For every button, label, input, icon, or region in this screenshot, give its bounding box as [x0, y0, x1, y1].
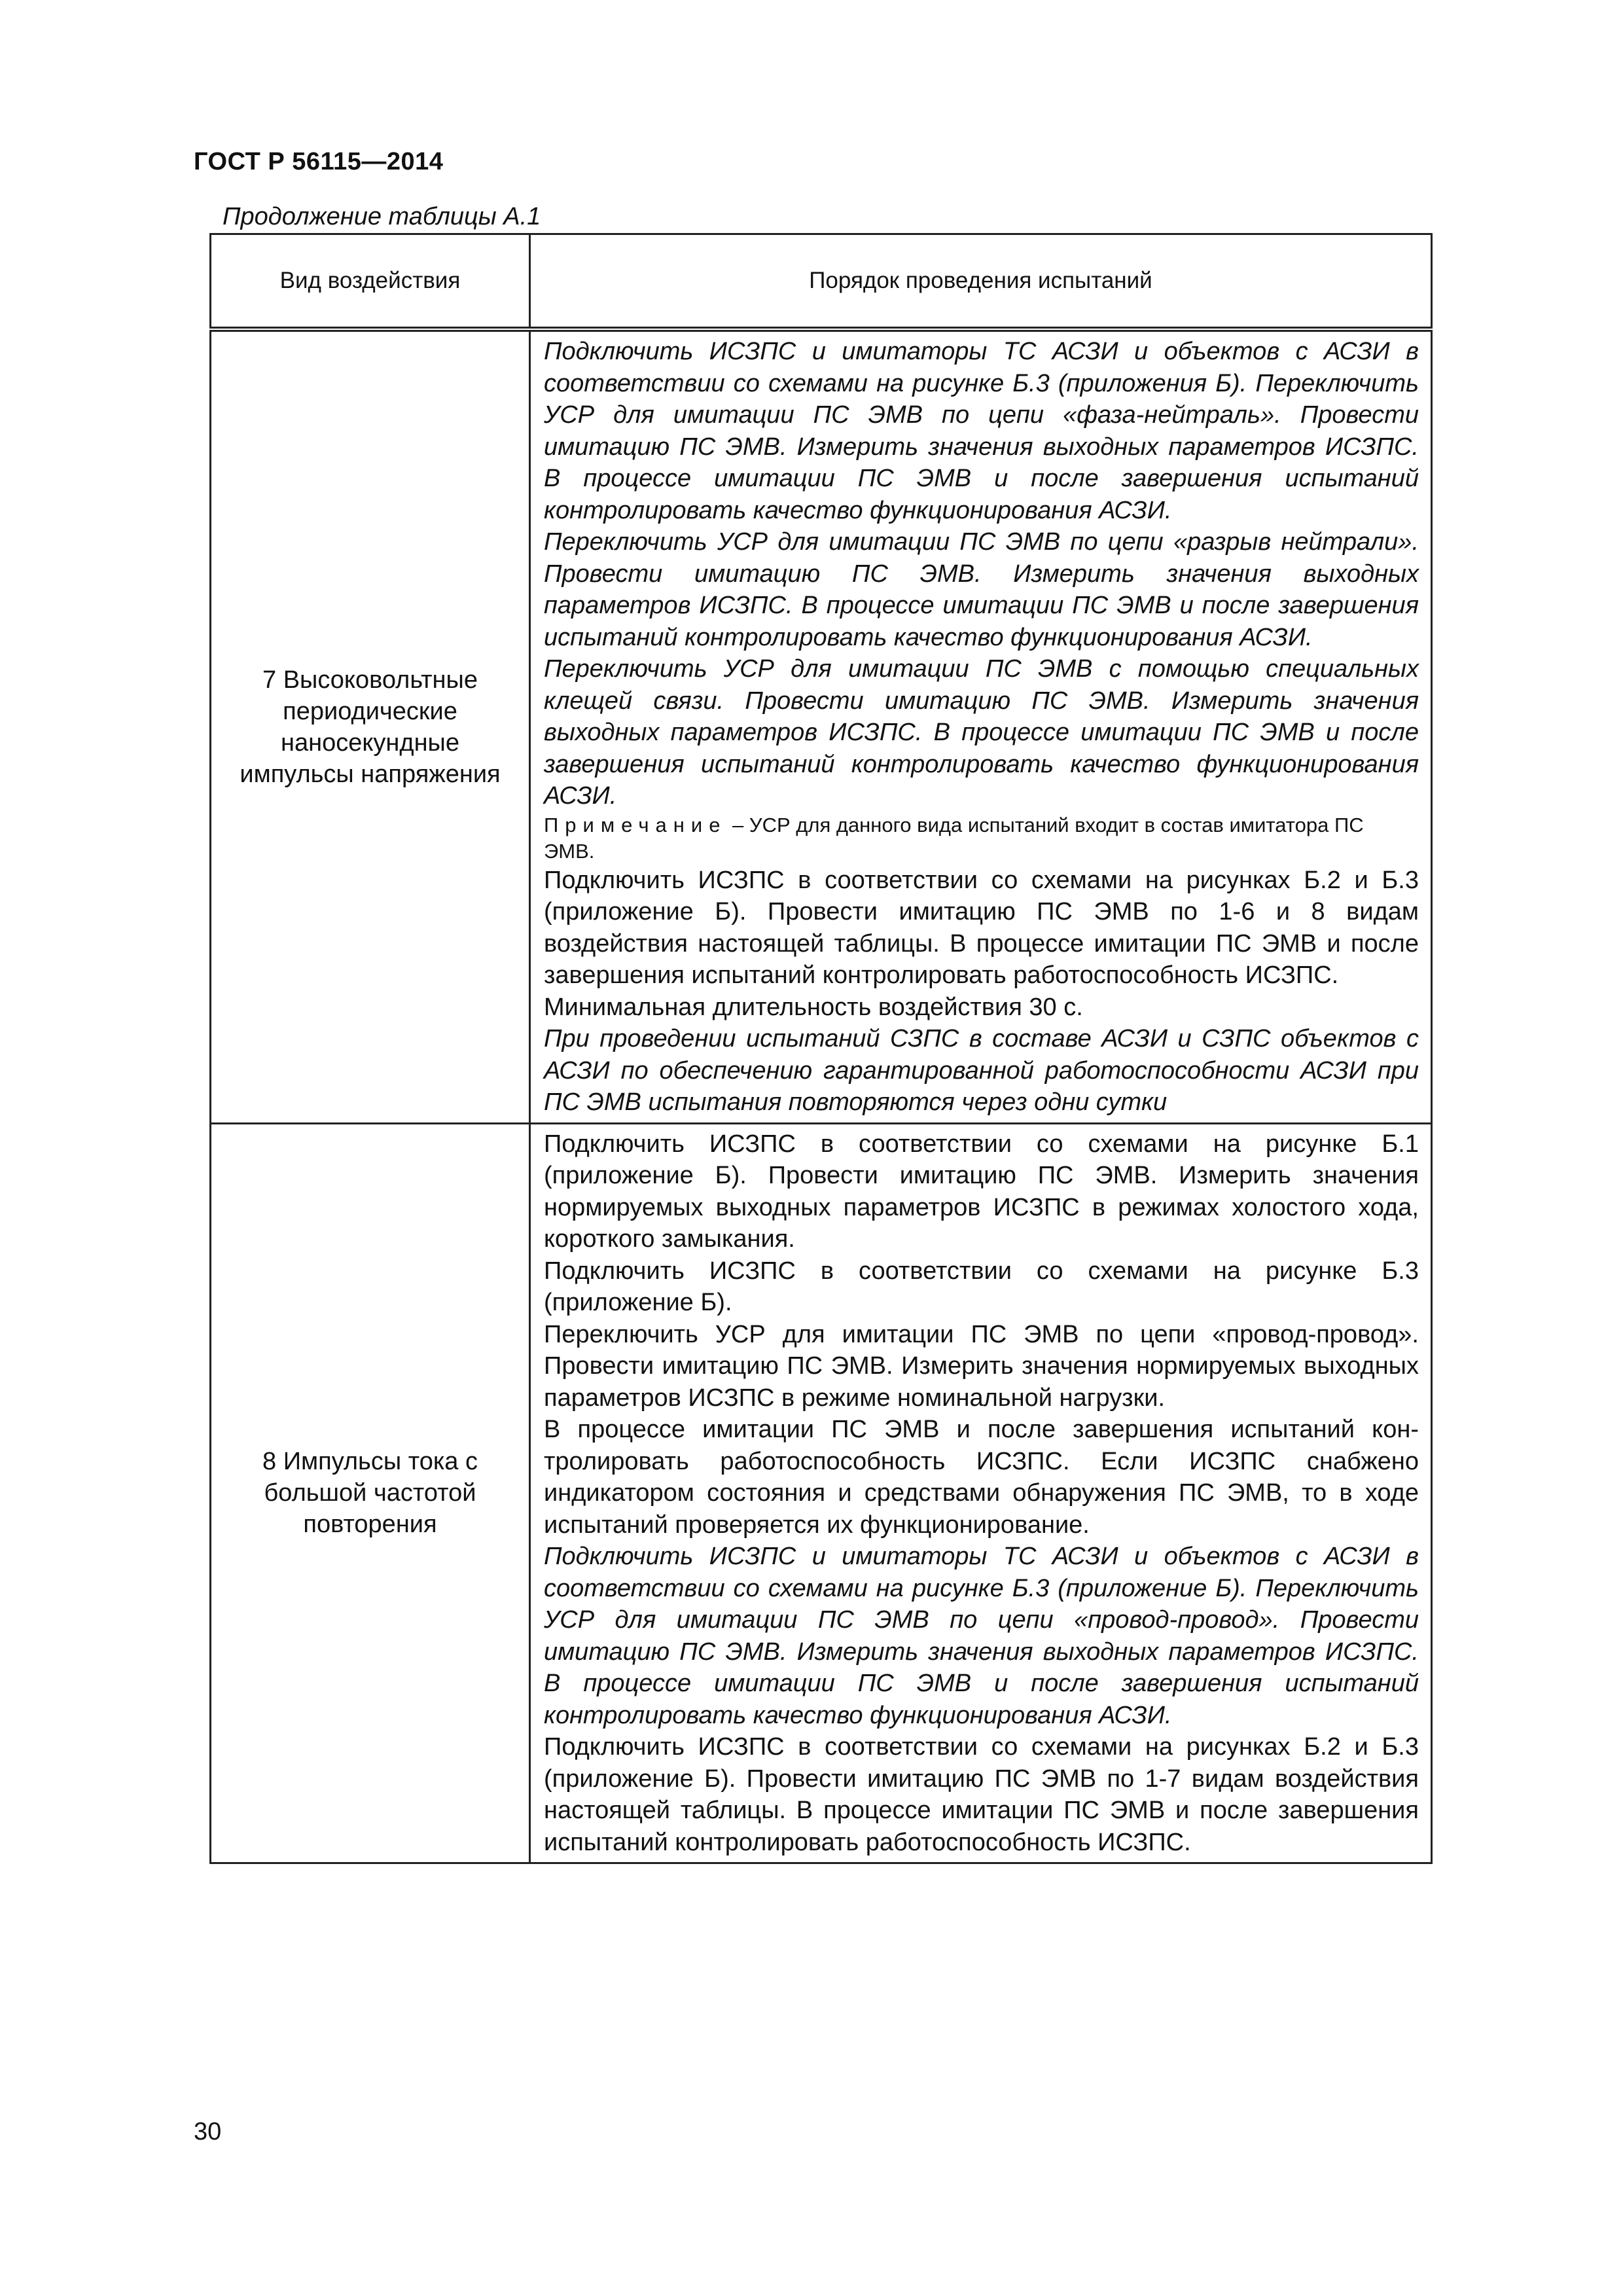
- procedure-cell: [530, 329, 1432, 1123]
- table-caption: Продолжение таблицы А.1: [223, 203, 541, 230]
- note-paragraph: [544, 812, 1419, 865]
- procedure-paragraph: Подключить ИСЗПС и имитаторы ТС АСЗИ и объектов с АСЗИ в соответствии со схемами на рисунке Б.3 (приложения Б). Переключить УСР для имитации ПС ЭМВ по цепи «фаза-нейтраль». Провести имитацию ПС ЭМВ. Измерить значения выходных параметров ИСЗПС. В процессе имитации ПС ЭМВ и после завершения испытаний контролировать качество функционирования АСЗИ.: [544, 338, 1419, 524]
- table-row: [211, 329, 1432, 1123]
- procedure-paragraph: В процессе имитации ПС ЭМВ и после завершения испытаний контролировать работоспособность ИСЗПС. Если ИСЗПС снабжено индикатором состояния и средствами обнаружения ПС ЭМВ, то в ходе испытаний проверяется их функционирование.: [544, 1416, 1419, 1539]
- procedure-paragraph: Переключить УСР для имитации ПС ЭМВ по цепи «разрыв нейтрали». Провести имитацию ПС ЭМВ. Измерить значения выходных параметров ИСЗПС. В процессе имитации ПС ЭМВ и после завершения испытаний контролировать качество функционирования АСЗИ.: [544, 528, 1419, 651]
- impact-kind-cell: 8 Импульсы тока с большой частотой повторения: [211, 1123, 530, 1863]
- procedure-paragraph: Переключить УСР для имитации ПС ЭМВ по цепи «провод-провод». Провести имитацию ПС ЭМВ. Измерить значения нормируемых выходных параметров ИСЗПС в режиме номинальной нагрузки.: [544, 1320, 1419, 1412]
- procedure-paragraph: Подключить ИСЗПС в соответствии со схемами на рисунках Б.2 и Б.3 (приложение Б). Провести имитацию ПС ЭМВ по 1-7 видам воздействия настоящей таблицы. В процессе имитации ПС ЭМВ и после завершения испытаний контролировать работоспособность ИСЗПС.: [544, 1733, 1419, 1856]
- table-body: [211, 329, 1432, 1863]
- procedure-paragraph: Минимальная длительность воздействия 30 с.: [544, 993, 1083, 1021]
- test-procedure-table: [209, 233, 1431, 1864]
- page-number: 30: [194, 2118, 222, 2145]
- document-header: ГОСТ Р 56115—2014: [194, 148, 444, 175]
- procedure-paragraph: Подключить ИСЗПС в соответствии со схемами на рисунке Б.1 (приложение Б). Провести имитацию ПС ЭМВ. Измерить значения нормируемых выходных параметров ИСЗПС в режимах холостого хода, короткого замыкания.: [544, 1130, 1419, 1253]
- column-header-procedure: Порядок проведения испытаний: [530, 234, 1432, 330]
- table-header-row: [211, 234, 1432, 330]
- procedure-paragraph: Подключить ИСЗПС в соответствии со схемами на рисунке Б.3 (приложение Б).: [544, 1257, 1419, 1316]
- procedure-cell: [530, 1123, 1432, 1863]
- procedure-paragraph: Переключить УСР для имитации ПС ЭМВ с помощью специальных клещей связи. Провести имитацию ПС ЭМВ. Измерить значения выходных параметров ИСЗПС. В процессе имитации ПС ЭМВ и после завершения испытаний контролировать качество функционирования АСЗИ.: [544, 655, 1419, 810]
- procedure-paragraph: Подключить ИСЗПС в соответствии со схемами на рисунках Б.2 и Б.3 (приложение Б). Провести имитацию ПС ЭМВ по 1-6 и 8 видам воздействия настоящей таблицы. В процессе имитации ПС ЭМВ и после завершения испытаний контролировать работоспособность ИСЗПС.: [544, 866, 1419, 989]
- table: [209, 233, 1433, 1864]
- table-row: [211, 1123, 1432, 1863]
- impact-kind-cell: 7 Высоковольтные периодические наносекундные импульсы напряжения: [211, 329, 530, 1123]
- procedure-paragraph: При проведении испытаний СЗПС в составе АСЗИ и СЗПС объектов с АСЗИ по обеспечению гарантированной работоспособности АСЗИ при ПС ЭМВ испытания повторяются через одни сутки: [544, 1025, 1419, 1116]
- procedure-paragraph: Подключить ИСЗПС и имитаторы ТС АСЗИ и объектов с АСЗИ в соответствии со схемами на рисунке Б.3 (приложение Б). Переключить УСР для имитации ПС ЭМВ по цепи «провод-провод». Провести имитацию ПС ЭМВ. Измерить значения выходных параметров ИСЗПС. В процессе имитации ПС ЭМВ и после завершения испытаний контролировать качество функционирования АСЗИ.: [544, 1543, 1419, 1729]
- note-label: Примечание: [544, 813, 727, 836]
- column-header-kind: Вид воздействия: [211, 234, 530, 330]
- note-text: – УСР для данного вида испытаний входит в состав имитатора ПС ЭМВ.: [544, 813, 1364, 863]
